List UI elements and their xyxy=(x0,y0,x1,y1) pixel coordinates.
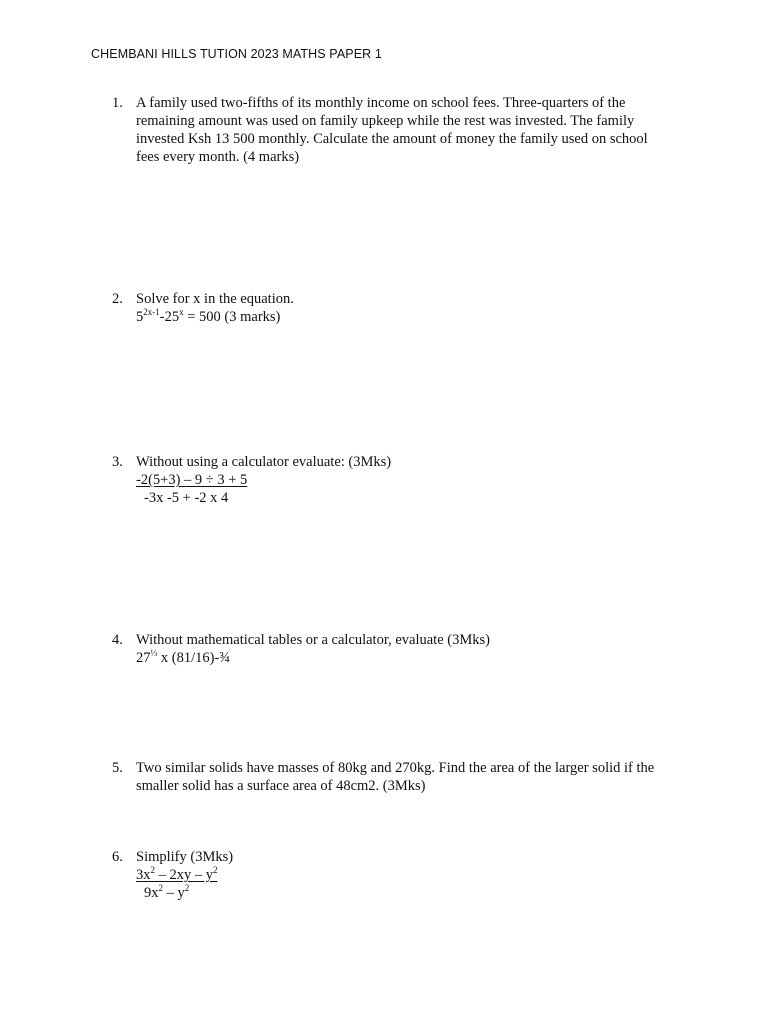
question-prompt: Without using a calculator evaluate: (3Mks) xyxy=(136,454,392,470)
equation xyxy=(136,649,681,667)
text-line: smaller solid has a surface area of 48cm2. (3Mks) xyxy=(136,778,426,794)
question-number: 3. xyxy=(112,454,123,470)
fraction-numerator xyxy=(136,866,681,884)
eq-exponent: 2x-1 xyxy=(143,307,160,317)
term: 3x xyxy=(136,867,151,883)
text-line: fees every month. (4 marks) xyxy=(136,149,300,165)
term: – y xyxy=(163,885,185,901)
fraction-denominator: -3x -5 + -2 x 4 xyxy=(144,490,229,506)
question-text xyxy=(136,453,681,507)
equation xyxy=(136,308,681,326)
question-text xyxy=(136,94,681,166)
text-line: remaining amount was used on family upkeep while the rest was invested. The family xyxy=(136,113,635,129)
paper-header: CHEMBANI HILLS TUTION 2023 MATHS PAPER 1 xyxy=(91,47,382,61)
question-text xyxy=(136,848,681,902)
eq-exponent: x xyxy=(179,307,184,317)
question-number: 1. xyxy=(112,95,123,111)
question-prompt: Simplify (3Mks) xyxy=(136,849,234,865)
term: – 2xy – y xyxy=(155,867,213,883)
term: 9x xyxy=(144,885,159,901)
question-number: 5. xyxy=(112,760,123,776)
exponent: 2 xyxy=(184,883,190,893)
question-prompt: Without mathematical tables or a calculator, evaluate (3Mks) xyxy=(136,632,490,648)
eq-base: 27 xyxy=(136,650,151,666)
eq-exponent: ⅓ xyxy=(150,648,158,658)
question-text xyxy=(136,290,681,326)
question-text xyxy=(136,759,681,795)
question-number: 6. xyxy=(112,849,123,865)
question-prompt: Solve for x in the equation. xyxy=(136,291,294,307)
eq-rest: x (81/16)-¾ xyxy=(157,650,231,666)
exponent: 2 xyxy=(213,865,218,875)
text-line: Two similar solids have masses of 80kg and 270kg. Find the area of the larger solid if the xyxy=(136,760,655,776)
question-text xyxy=(136,631,681,667)
text-line: invested Ksh 13 500 monthly. Calculate the amount of money the family used on school xyxy=(136,131,648,147)
fraction-denominator xyxy=(136,884,681,902)
question-number: 2. xyxy=(112,291,123,307)
text-line: A family used two-fifths of its monthly income on school fees. Three-quarters of the xyxy=(136,95,626,111)
eq-rest: = 500 (3 marks) xyxy=(183,309,281,325)
question-number: 4. xyxy=(112,632,123,648)
exponent: 2 xyxy=(150,865,155,875)
eq-term: -25 xyxy=(159,309,180,325)
eq-base: 5 xyxy=(136,309,144,325)
fraction-numerator: -2(5+3) – 9 ÷ 3 + 5 xyxy=(136,472,248,488)
exponent: 2 xyxy=(158,883,163,893)
